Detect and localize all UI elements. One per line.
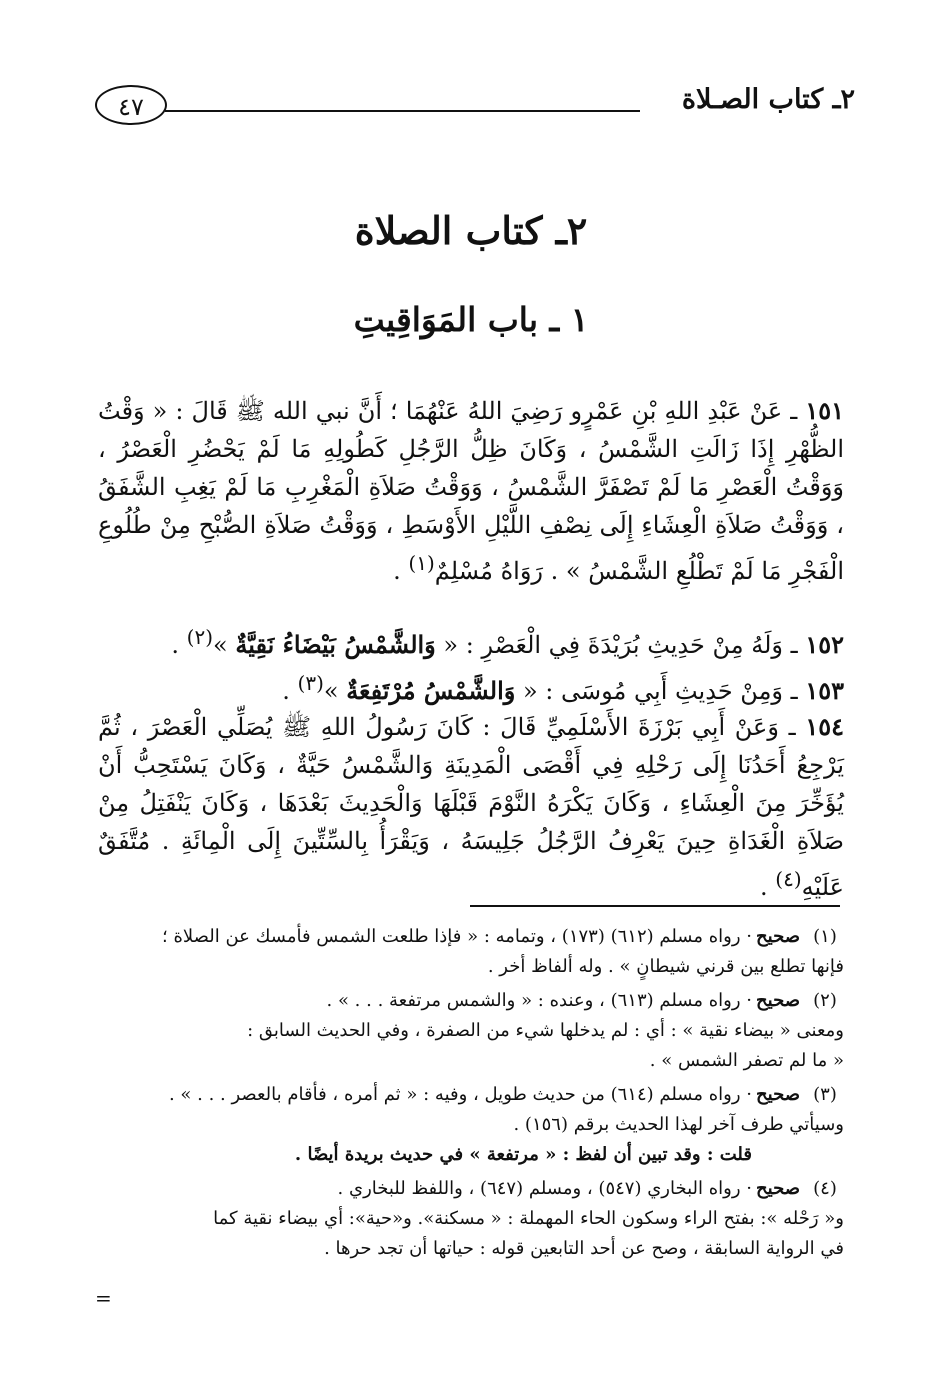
footnote-ref: (١) [408, 551, 435, 575]
page-header [95, 78, 855, 138]
hadith-151 [98, 392, 844, 590]
footnote-line: فإنها تطلع بين قرني شيطانٍ » . وله ألفاظ أخر . [487, 956, 844, 977]
footnote-number: (٢) [813, 990, 837, 1011]
hadith-number: ١٥٣ [805, 676, 844, 705]
section-title: ١ ـ باب المَوَاقِيتِ [353, 300, 589, 339]
header-rule [165, 110, 640, 112]
footnote-line: · رواه مسلم (٦١٤) من حديث طويل ، وفيه : « ثم أمره ، فأقام بالعصر . . . » . [168, 1084, 752, 1105]
footnote-note: قلت : وقد تبين أن لفظ : « مرتفعة » في حديث بريدة أيضًا . [294, 1144, 752, 1165]
chapter-title: ٢ـ كتاب الصلاة [354, 208, 588, 253]
footnote-ref: (٢) [186, 625, 214, 649]
hadith-number: ١٥٢ [805, 630, 844, 659]
hadith-matn: وَالشَّمْسُ بَيْضَاءُ نَقِيَّةٌ [235, 630, 436, 659]
footnote-grade: صحيح [756, 1178, 800, 1199]
hadith-154 [98, 708, 844, 906]
footnote-number: (١) [813, 926, 837, 947]
footnote-4 [94, 1174, 844, 1264]
page-number-badge: ٤٧ [95, 85, 167, 125]
hadith-text-after: » [213, 631, 236, 659]
footnote-line: وسيأتي طرف آخر لهذا الحديث برقم (١٥٦) . [513, 1114, 844, 1135]
hadith-text-after: » [323, 677, 347, 705]
footnote-line: · رواه مسلم (٦١٢) (١٧٣) ، وتمامه : « فإذا طلعت الشمس فأمسك عن الصلاة ؛ [162, 926, 752, 947]
hadith-text: ـ عَنْ عَبْدِ اللهِ بْنِ عَمْرٍو رَضِيَ اللهُ عَنْهُمَا ؛ أَنَّ نبي الله ﷺ قَالَ : « وَقْتُ الظُّهْرِ إِذَا زَالَتِ الشَّمْسُ ، وَكَانَ ظِلُّ الرَّجُلِ كَطُولِهِ مَا لَمْ يَحْضُرِ الْعَصْرُ ، وَوَقْتُ الْعَصْرِ مَا لَمْ تَصْفَرَّ الشَّمْسُ ، وَوَقْتُ صَلاَةِ الْمَغْرِبِ مَا لَمْ يَغِبِ الشَّفَقُ ، وَوَقْتُ صَلاَةِ الْعِشَاءِ إِلَى نِصْفِ اللَّيْلِ الأَوْسَطِ ، وَوَقْتُ صَلاَةِ الصُّبْحِ مِنْ طُلُوعِ الْفَجْرِ مَا لَمْ تَطْلُعِ الشَّمْسُ » . رَوَاهُ مُسْلِمٌ [98, 397, 844, 585]
hadith-end: . [393, 557, 409, 585]
footnote-grade: صحيح [756, 926, 800, 947]
hadith-152 [98, 620, 844, 663]
footnote-ref: (٤) [775, 867, 802, 891]
hadith-number: ١٥٤ [805, 712, 844, 741]
footnote-1 [94, 922, 844, 982]
footnote-2 [94, 986, 844, 1076]
footnote-ref: (٣) [297, 671, 324, 695]
footnote-line: · رواه البخاري (٥٤٧) ، ومسلم (٦٤٧) ، واللفظ للبخاري . [337, 1178, 752, 1199]
footnote-line: · رواه مسلم (٦١٣) ، وعنده : « والشمس مرتفعة . . . » . [326, 990, 752, 1011]
hadith-end: . [282, 677, 298, 705]
hadith-number: ١٥١ [805, 396, 844, 425]
hadith-end: . [759, 873, 776, 901]
hadith-text: ـ وَلَهُ مِنْ حَدِيثِ بُرَيْدَةَ فِي الْعَصْرِ : « [435, 631, 798, 659]
footnotes [94, 922, 844, 1268]
hadith-end: . [171, 631, 187, 659]
footnote-3 [94, 1080, 844, 1170]
footnote-separator [470, 905, 840, 907]
footnote-number: (٣) [813, 1084, 837, 1105]
footnote-line: و« رَحْله »: بفتح الراء وسكون الحاء المهملة : « مسكنة». و«حية»: أي بيضاء نقية كما [213, 1208, 844, 1229]
hadith-text: ـ وَعَنْ أَبِي بَرْزَةَ الأَسْلَمِيِّ قَالَ : كَانَ رَسُولُ اللهِ ﷺ يُصَلِّي الْعَصْرَ ، ثُمَّ يَرْجِعُ أَحَدُنَا إِلَى رَحْلِهِ فِي أَقْصَى الْمَدِينَةِ وَالشَّمْسُ حَيَّةٌ ، وَكَانَ يَسْتَحِبُّ أَنْ يُؤَخِّرَ مِنَ الْعِشَاءِ ، وَكَانَ يَكْرَهُ النَّوْمَ قَبْلَهَا وَالْحَدِيثَ بَعْدَهَا ، وَكَانَ يَنْفَتِلُ مِنْ صَلاَةِ الْغَدَاةِ حِينَ يَعْرِفُ الرَّجُلُ جَلِيسَهُ ، وَيَقْرَأُ بِالسِّتِّينَ إِلَى الْمِائَةِ . مُتَّفَقٌ عَلَيْهِ [98, 713, 844, 901]
footnote-line: « ما لم تصفر الشمس » . [649, 1050, 844, 1071]
footnote-line: في الرواية السابقة ، وصح عن أحد التابعين قوله : حياتها أن تجد حرها . [324, 1238, 844, 1259]
hadith-153 [98, 666, 844, 709]
footnote-grade: صحيح [756, 1084, 800, 1105]
footnote-line: ومعنى « بيضاء نقية » : أي : لم يدخلها شيء من الصفرة ، وفي الحديث السابق : [247, 1020, 844, 1041]
hadith-text: ـ وَمِنْ حَدِيثِ أَبِي مُوسَى : « [515, 677, 798, 705]
running-title: ٢ـ كتاب الصـلاة [681, 84, 855, 115]
continuation-mark: = [95, 1286, 112, 1310]
footnote-grade: صحيح [756, 990, 800, 1011]
hadith-matn: وَالشَّمْسُ مُرْتَفِعَةٌ [346, 676, 516, 705]
footnote-number: (٤) [813, 1178, 837, 1199]
